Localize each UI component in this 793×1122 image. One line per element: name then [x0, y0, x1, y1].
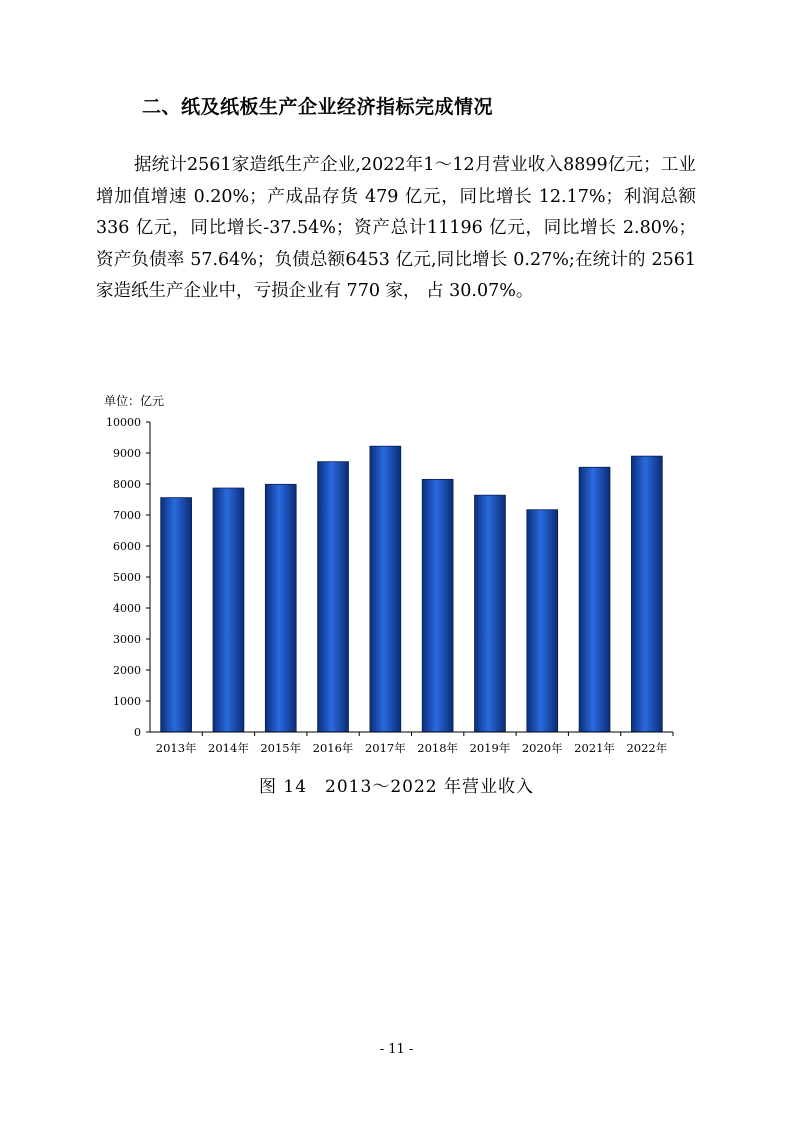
y-tick-label: 10000 — [106, 416, 141, 429]
bar-2017年 — [370, 446, 401, 732]
y-tick-label: 5000 — [113, 571, 141, 584]
unit-label: 单位：亿元 — [104, 394, 165, 408]
x-tick-label: 2017年 — [364, 741, 406, 755]
revenue-bar-chart — [0, 380, 793, 765]
y-tick-label: 3000 — [113, 633, 141, 646]
x-tick-label: 2014年 — [208, 741, 249, 755]
bar-2016年 — [318, 462, 349, 732]
bar-2020年 — [527, 510, 558, 732]
bar-2013年 — [161, 498, 192, 732]
y-axis — [106, 416, 150, 739]
y-tick-label: 1000 — [113, 695, 141, 708]
bar-2022年 — [631, 456, 662, 732]
y-tick-label: 6000 — [113, 540, 141, 553]
x-tick-label: 2019年 — [469, 741, 511, 755]
x-tick-label: 2021年 — [574, 741, 615, 755]
x-tick-label: 2016年 — [312, 741, 354, 755]
x-tick-label: 2013年 — [155, 741, 197, 755]
x-tick-label: 2022年 — [626, 741, 668, 755]
y-tick-label: 9000 — [113, 447, 141, 460]
bars — [161, 446, 663, 732]
bar-2015年 — [265, 484, 296, 732]
y-tick-label: 7000 — [113, 509, 141, 522]
x-tick-label: 2018年 — [417, 741, 459, 755]
x-axis — [150, 732, 673, 755]
bar-2018年 — [422, 479, 453, 732]
y-tick-label: 8000 — [113, 478, 141, 491]
figure-caption: 图 14 2013～2022 年营业收入 — [259, 777, 534, 797]
section-heading: 二、纸及纸板生产企业经济指标完成情况 — [142, 96, 494, 118]
x-tick-label: 2020年 — [521, 741, 563, 755]
page-number: - 11 - — [379, 1042, 414, 1057]
summary-paragraph: 据统计2561家造纸生产企业,2022年1～12月营业收入8899亿元；工业增加值增速 0.20%；产成品存货 479 亿元，同比增长 12.17%；利润总额 336 亿元，同比增长-37.54%；资产总计11196 亿元，同比增长 2.80%；资产负债率 57.64%；负债总额6453 亿元,同比增长 0.27%;在统计的 2561 家造纸生产企业中，亏损企业有 770 家， 占 30.07%。 — [96, 155, 696, 301]
y-tick-label: 0 — [134, 726, 141, 739]
y-tick-label: 4000 — [113, 602, 141, 615]
y-tick-label: 2000 — [113, 664, 141, 677]
bar-2021年 — [579, 467, 610, 732]
bar-2014年 — [213, 488, 244, 732]
bar-2019年 — [475, 495, 506, 732]
x-tick-label: 2015年 — [260, 741, 302, 755]
